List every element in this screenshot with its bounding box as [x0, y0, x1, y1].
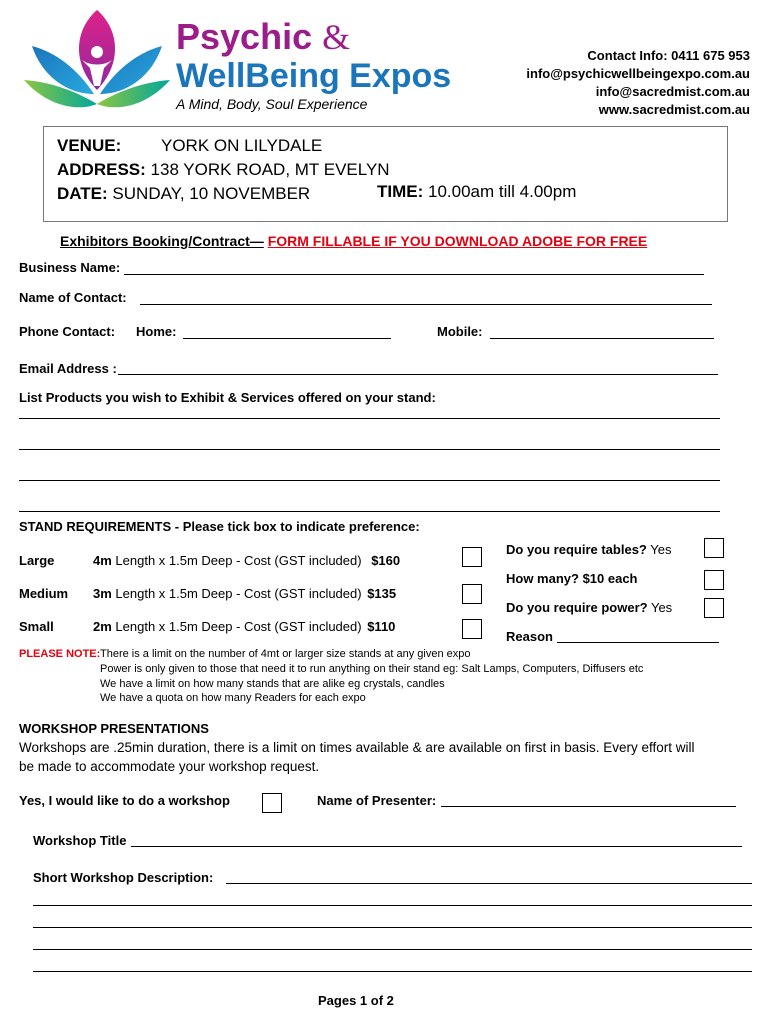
workshop-heading: WORKSHOP PRESENTATIONS: [19, 721, 209, 736]
note-line-1: There is a limit on the number of 4mt or larger size stands at any given expo: [100, 648, 471, 660]
short-description-field-line-2[interactable]: [33, 905, 752, 906]
adobe-note: FORM FILLABLE IF YOU DOWNLOAD ADOBE FOR FREE: [267, 233, 648, 249]
note-line-4: We have a quota on how many Readers for each expo: [100, 692, 366, 704]
stand-large-checkbox[interactable]: [462, 547, 482, 567]
workshop-yes-label: Yes, I would like to do a workshop: [19, 793, 230, 808]
short-description-field-line-4[interactable]: [33, 949, 752, 950]
short-description-field-line-3[interactable]: [33, 927, 752, 928]
workshop-title-label: Workshop Title: [33, 833, 127, 848]
tables-question: Do you require tables? Yes: [506, 542, 672, 557]
contact-name-field[interactable]: [140, 304, 712, 305]
stand-small-label: Small: [19, 619, 54, 634]
brand-tagline: A Mind, Body, Soul Experience: [176, 96, 368, 112]
stand-medium-label: Medium: [19, 586, 69, 601]
address-line: ADDRESS: 138 YORK ROAD, MT EVELYN: [57, 160, 390, 179]
products-field-line-4[interactable]: [19, 511, 720, 512]
short-description-label: Short Workshop Description:: [33, 870, 214, 885]
short-description-field-line-5[interactable]: [33, 971, 752, 972]
stand-small-checkbox[interactable]: [462, 619, 482, 639]
tables-checkbox[interactable]: [704, 538, 724, 558]
stand-large-desc: 4m Length x 1.5m Deep - Cost (GST included) $160: [93, 553, 401, 568]
home-phone-field[interactable]: [183, 338, 391, 339]
page-number: Pages 1 of 2: [318, 993, 394, 1008]
venue-line: VENUE: YORK ON LILYDALE: [57, 136, 323, 155]
stand-large-label: Large: [19, 553, 55, 568]
contact-email-2[interactable]: info@sacredmist.com.au: [595, 84, 750, 99]
contact-phone: Contact Info: 0411 675 953: [587, 48, 750, 63]
email-field[interactable]: [118, 374, 718, 375]
products-field-line-1[interactable]: [19, 418, 720, 419]
workshop-title-field[interactable]: [131, 846, 742, 847]
workshop-yes-checkbox[interactable]: [262, 793, 282, 813]
contact-name-label: Name of Contact:: [19, 290, 127, 305]
how-many-label: How many? $10 each: [506, 571, 638, 586]
contact-website[interactable]: www.sacredmist.com.au: [598, 102, 750, 117]
venue-details: [57, 134, 390, 206]
note-line-2: Power is only given to those that need it to run anything on their stand eg: Salt Lamps, Computers, Diffusers etc: [100, 663, 644, 675]
workshop-description: Workshops are .25min duration, there is a limit on times available & are available on first in basis. Every effort will be made to accommodate your workshop request.: [19, 740, 695, 774]
stand-heading: STAND REQUIREMENTS - Please tick box to indicate preference:: [19, 519, 420, 534]
business-name-label: Business Name:: [19, 260, 121, 275]
presenter-label: Name of Presenter:: [317, 793, 437, 808]
time-line: TIME: 10.00am till 4.00pm: [377, 182, 577, 201]
reason-label: Reason: [506, 629, 553, 644]
mobile-label: Mobile:: [437, 324, 483, 339]
form-heading: Exhibitors Booking/Contract— FORM FILLABLE IF YOU DOWNLOAD ADOBE FOR FREE: [60, 233, 648, 249]
date-line: DATE: SUNDAY, 10 NOVEMBER: [57, 184, 311, 203]
phone-contact-label: Phone Contact:: [19, 324, 116, 339]
products-field-line-3[interactable]: [19, 480, 720, 481]
please-note-label: PLEASE NOTE:: [19, 648, 101, 660]
contact-block: [526, 47, 750, 119]
mobile-field[interactable]: [490, 338, 714, 339]
note-line-3: We have a limit on how many stands that are alike eg crystals, candles: [100, 678, 445, 690]
power-checkbox[interactable]: [704, 598, 724, 618]
stand-medium-checkbox[interactable]: [462, 584, 482, 604]
email-label: Email Address :: [19, 361, 117, 376]
presenter-field[interactable]: [441, 806, 736, 807]
stand-medium-desc: 3m Length x 1.5m Deep - Cost (GST included) $135: [93, 586, 397, 601]
products-label: List Products you wish to Exhibit & Services offered on your stand:: [19, 390, 436, 405]
stand-small-desc: 2m Length x 1.5m Deep - Cost (GST included) $110: [93, 619, 396, 634]
short-description-field-line-1[interactable]: [226, 883, 752, 884]
contact-email-1[interactable]: info@psychicwellbeingexpo.com.au: [526, 66, 750, 81]
how-many-checkbox[interactable]: [704, 570, 724, 590]
business-name-field[interactable]: [124, 274, 704, 275]
brand-title-line2: WellBeing Expos: [176, 57, 452, 95]
power-question: Do you require power? Yes: [506, 600, 673, 615]
reason-field[interactable]: [557, 642, 719, 643]
lotus-logo-icon: [22, 6, 172, 118]
products-field-line-2[interactable]: [19, 449, 720, 450]
brand-title-line1: Psychic &: [176, 16, 351, 57]
home-phone-label: Home:: [136, 324, 177, 339]
